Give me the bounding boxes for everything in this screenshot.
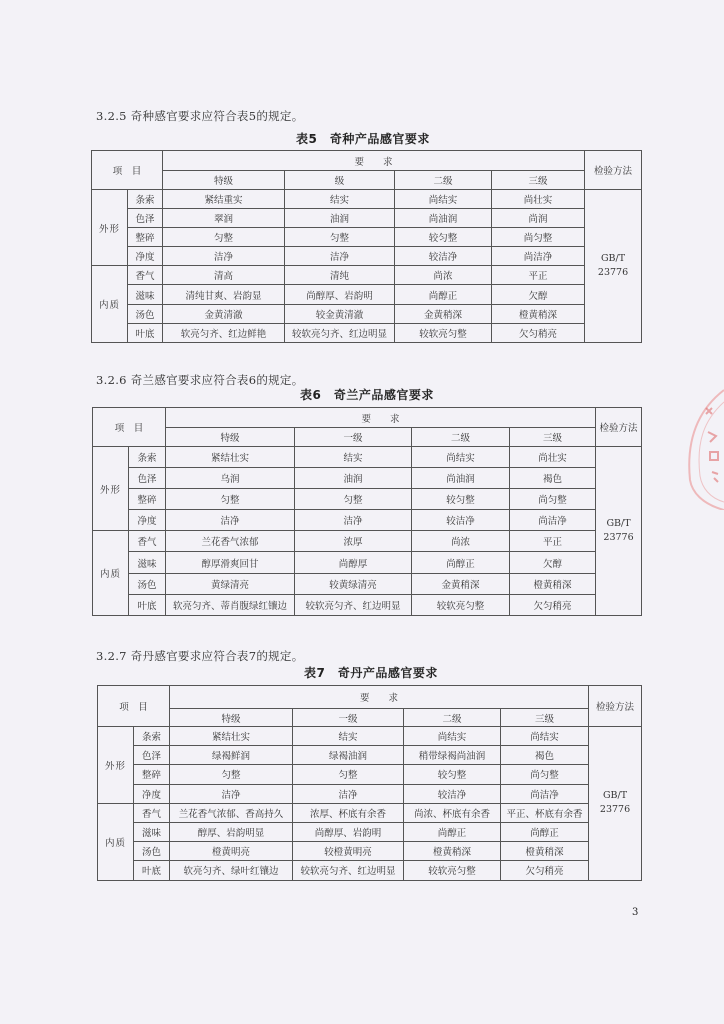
grade-header: 二级 [395, 171, 492, 190]
value-cell: 尚醇正 [412, 552, 510, 573]
value-cell: 橙黄稍深 [492, 304, 585, 323]
clause-3-2-7: 3.2.7 奇丹感官要求应符合表7的规定。 [96, 649, 304, 663]
value-cell: 较橙黄明亮 [293, 842, 404, 861]
factor-cell: 叶底 [128, 323, 163, 342]
value-cell: 较软亮匀整 [404, 861, 501, 880]
factor-cell: 净度 [128, 247, 163, 266]
table-row [98, 746, 642, 765]
value-cell: 尚油润 [412, 468, 510, 489]
value-cell: 油润 [285, 209, 395, 228]
clause-3-2-5: 3.2.5 奇种感官要求应符合表5的规定。 [96, 109, 304, 123]
factor-cell: 汤色 [128, 304, 163, 323]
value-cell: 洁净 [166, 510, 295, 531]
table-row [92, 323, 642, 342]
factor-cell: 滋味 [134, 822, 170, 841]
value-cell: 匀整 [170, 765, 293, 784]
item-header: 项 目 [98, 686, 170, 727]
value-cell: 较软亮匀齐、红边明显 [295, 594, 412, 615]
table7-caption: 表7 奇丹产品感官要求 [304, 666, 438, 680]
value-cell: 洁净 [163, 247, 285, 266]
value-cell: 翠润 [163, 209, 285, 228]
header-row [92, 151, 642, 171]
factor-cell: 香气 [128, 266, 163, 285]
factor-cell: 色泽 [128, 209, 163, 228]
value-cell: 尚匀整 [510, 489, 596, 510]
value-cell: 尚结实 [395, 190, 492, 209]
value-cell: 较黄绿清亮 [295, 573, 412, 594]
table-row [92, 247, 642, 266]
table-row [92, 209, 642, 228]
table-row [92, 228, 642, 247]
value-cell: 橙黄稍深 [404, 842, 501, 861]
value-cell: 结实 [295, 447, 412, 468]
value-cell: 较匀整 [404, 765, 501, 784]
value-cell: 尚洁净 [492, 247, 585, 266]
factor-cell: 条索 [129, 447, 166, 468]
grade-header: 三级 [510, 428, 596, 447]
table-row [93, 468, 642, 489]
value-cell: 软亮匀齐、蒂肖腹绿红镶边 [166, 594, 295, 615]
value-cell: 清高 [163, 266, 285, 285]
factor-cell: 叶底 [129, 594, 166, 615]
value-cell: 尚醇厚、岩韵明 [293, 822, 404, 841]
factor-cell: 净度 [134, 784, 170, 803]
value-cell: 尚醇厚 [295, 552, 412, 573]
table5-caption: 表5 奇种产品感官要求 [296, 132, 430, 146]
value-cell: 软亮匀齐、绿叶红镶边 [170, 861, 293, 880]
item-header: 项 目 [93, 408, 166, 447]
table-row [98, 842, 642, 861]
value-cell: 紧结壮实 [166, 447, 295, 468]
value-cell: 绿褐油润 [293, 746, 404, 765]
table-row [92, 285, 642, 304]
value-cell: 金黄稍深 [412, 573, 510, 594]
grade-header: 三级 [501, 709, 589, 727]
value-cell: 褐色 [510, 468, 596, 489]
grade-header: 特级 [163, 171, 285, 190]
factor-cell: 整碎 [128, 228, 163, 247]
value-cell: 较匀整 [412, 489, 510, 510]
value-cell: 橙黄稍深 [510, 573, 596, 594]
table-row [93, 594, 642, 615]
value-cell: 匀整 [293, 765, 404, 784]
table-row [92, 304, 642, 323]
grade-header-row [98, 709, 642, 727]
method-line: 23776 [599, 804, 631, 816]
value-cell: 欠醇 [510, 552, 596, 573]
item-header: 项 目 [92, 151, 163, 190]
header-row [93, 408, 642, 428]
value-cell: 尚浓、杯底有余香 [404, 803, 501, 822]
value-cell: 匀整 [295, 489, 412, 510]
grade-header: 二级 [404, 709, 501, 727]
table-row [92, 190, 642, 209]
value-cell: 尚润 [492, 209, 585, 228]
value-cell: 油润 [295, 468, 412, 489]
grade-header-row [93, 428, 642, 447]
group-label: 内质 [98, 803, 134, 880]
method-cell [596, 447, 642, 616]
method-header: 检验方法 [585, 151, 642, 190]
method-line: GB/T [602, 790, 628, 802]
factor-cell: 汤色 [129, 573, 166, 594]
grade-header: 一级 [293, 709, 404, 727]
value-cell: 尚浓 [412, 531, 510, 552]
factor-cell: 净度 [129, 510, 166, 531]
header-row [98, 686, 642, 709]
value-cell: 平正 [510, 531, 596, 552]
value-cell: 尚醇正 [395, 285, 492, 304]
requirements-header: 要 求 [166, 408, 596, 428]
factor-cell: 色泽 [134, 746, 170, 765]
grade-header: 特级 [170, 709, 293, 727]
value-cell: 黄绿清亮 [166, 573, 295, 594]
table-row [92, 266, 642, 285]
clause-3-2-6: 3.2.6 奇兰感官要求应符合表6的规定。 [96, 373, 304, 387]
value-cell: 尚匀整 [501, 765, 589, 784]
factor-cell: 条索 [134, 727, 170, 746]
value-cell: 欠匀稍亮 [510, 594, 596, 615]
table-row [98, 765, 642, 784]
value-cell: 洁净 [295, 510, 412, 531]
value-cell: 尚结实 [404, 727, 501, 746]
value-cell: 欠醇 [492, 285, 585, 304]
table-row [93, 573, 642, 594]
requirements-header: 要 求 [170, 686, 589, 709]
table-row [93, 552, 642, 573]
value-cell: 金黄稍深 [395, 304, 492, 323]
value-cell: 橙黄明亮 [170, 842, 293, 861]
value-cell: 较洁净 [395, 247, 492, 266]
method-line: 23776 [603, 531, 634, 543]
value-cell: 结实 [285, 190, 395, 209]
table-row [98, 784, 642, 803]
value-cell: 结实 [293, 727, 404, 746]
group-label: 外形 [93, 447, 129, 531]
value-cell: 尚匀整 [492, 228, 585, 247]
group-label: 内质 [92, 266, 128, 342]
value-cell: 洁净 [170, 784, 293, 803]
value-cell: 兰花香气浓郁、香高持久 [170, 803, 293, 822]
factor-cell: 汤色 [134, 842, 170, 861]
page-number: 3 [632, 907, 639, 918]
value-cell: 金黄清澈 [163, 304, 285, 323]
factor-cell: 色泽 [129, 468, 166, 489]
table5 [91, 150, 642, 343]
factor-cell: 滋味 [128, 285, 163, 304]
table-row [93, 510, 642, 531]
table-row [98, 861, 642, 880]
factor-cell: 整碎 [134, 765, 170, 784]
seal-stamp-fragment [676, 380, 724, 510]
value-cell: 尚结实 [412, 447, 510, 468]
value-cell: 匀整 [285, 228, 395, 247]
grade-header: 一级 [295, 428, 412, 447]
value-cell: 稍带绿褐尚油润 [404, 746, 501, 765]
grade-header: 级 [285, 171, 395, 190]
value-cell: 醇厚、岩韵明显 [170, 822, 293, 841]
method-cell [589, 727, 642, 881]
group-label: 外形 [92, 190, 128, 266]
value-cell: 尚洁净 [501, 784, 589, 803]
factor-cell: 条索 [128, 190, 163, 209]
value-cell: 较洁净 [404, 784, 501, 803]
value-cell: 较软亮匀齐、红边明显 [293, 861, 404, 880]
table7 [97, 685, 642, 881]
value-cell: 较软亮匀齐、红边明显 [285, 323, 395, 342]
value-cell: 尚壮实 [492, 190, 585, 209]
value-cell: 橙黄稍深 [501, 842, 589, 861]
table-row [98, 727, 642, 746]
grade-header: 特级 [166, 428, 295, 447]
method-line: GB/T [600, 252, 626, 264]
group-label: 内质 [93, 531, 129, 615]
value-cell: 洁净 [285, 247, 395, 266]
method-line: GB/T [606, 517, 631, 529]
group-label: 外形 [98, 727, 134, 804]
value-cell: 醇厚滑爽回甘 [166, 552, 295, 573]
value-cell: 紧结重实 [163, 190, 285, 209]
value-cell: 绿褐鲜润 [170, 746, 293, 765]
value-cell: 清纯 [285, 266, 395, 285]
value-cell: 尚油润 [395, 209, 492, 228]
table6-caption: 表6 奇兰产品感官要求 [300, 388, 434, 402]
value-cell: 匀整 [163, 228, 285, 247]
grade-header-row [92, 171, 642, 190]
value-cell: 尚洁净 [510, 510, 596, 531]
method-header: 检验方法 [596, 408, 642, 447]
requirements-header: 要 求 [163, 151, 585, 171]
table-row [93, 447, 642, 468]
value-cell: 软亮匀齐、红边鲜艳 [163, 323, 285, 342]
table-row [93, 531, 642, 552]
grade-header: 三级 [492, 171, 585, 190]
factor-cell: 香气 [129, 531, 166, 552]
value-cell: 欠匀稍亮 [492, 323, 585, 342]
table-row [93, 489, 642, 510]
value-cell: 匀整 [166, 489, 295, 510]
value-cell: 洁净 [293, 784, 404, 803]
value-cell: 较洁净 [412, 510, 510, 531]
value-cell: 较软亮匀整 [395, 323, 492, 342]
value-cell: 尚浓 [395, 266, 492, 285]
value-cell: 较匀整 [395, 228, 492, 247]
value-cell: 尚结实 [501, 727, 589, 746]
method-header: 检验方法 [589, 686, 642, 727]
method-cell [585, 190, 642, 343]
factor-cell: 滋味 [129, 552, 166, 573]
table6 [92, 407, 642, 616]
factor-cell: 整碎 [129, 489, 166, 510]
value-cell: 浓厚、杯底有余香 [293, 803, 404, 822]
value-cell: 兰花香气浓郁 [166, 531, 295, 552]
value-cell: 乌润 [166, 468, 295, 489]
method-line: 23776 [597, 266, 629, 278]
value-cell: 清纯甘爽、岩韵显 [163, 285, 285, 304]
value-cell: 平正、杯底有余香 [501, 803, 589, 822]
value-cell: 较软亮匀整 [412, 594, 510, 615]
value-cell: 尚壮实 [510, 447, 596, 468]
value-cell: 尚醇厚、岩韵明 [285, 285, 395, 304]
table-row [98, 822, 642, 841]
value-cell: 尚醇正 [501, 822, 589, 841]
table-row [98, 803, 642, 822]
grade-header: 二级 [412, 428, 510, 447]
value-cell: 褐色 [501, 746, 589, 765]
value-cell: 紧结壮实 [170, 727, 293, 746]
value-cell: 浓厚 [295, 531, 412, 552]
value-cell: 尚醇正 [404, 822, 501, 841]
factor-cell: 香气 [134, 803, 170, 822]
value-cell: 较金黄清澈 [285, 304, 395, 323]
factor-cell: 叶底 [134, 861, 170, 880]
value-cell: 平正 [492, 266, 585, 285]
value-cell: 欠匀稍亮 [501, 861, 589, 880]
